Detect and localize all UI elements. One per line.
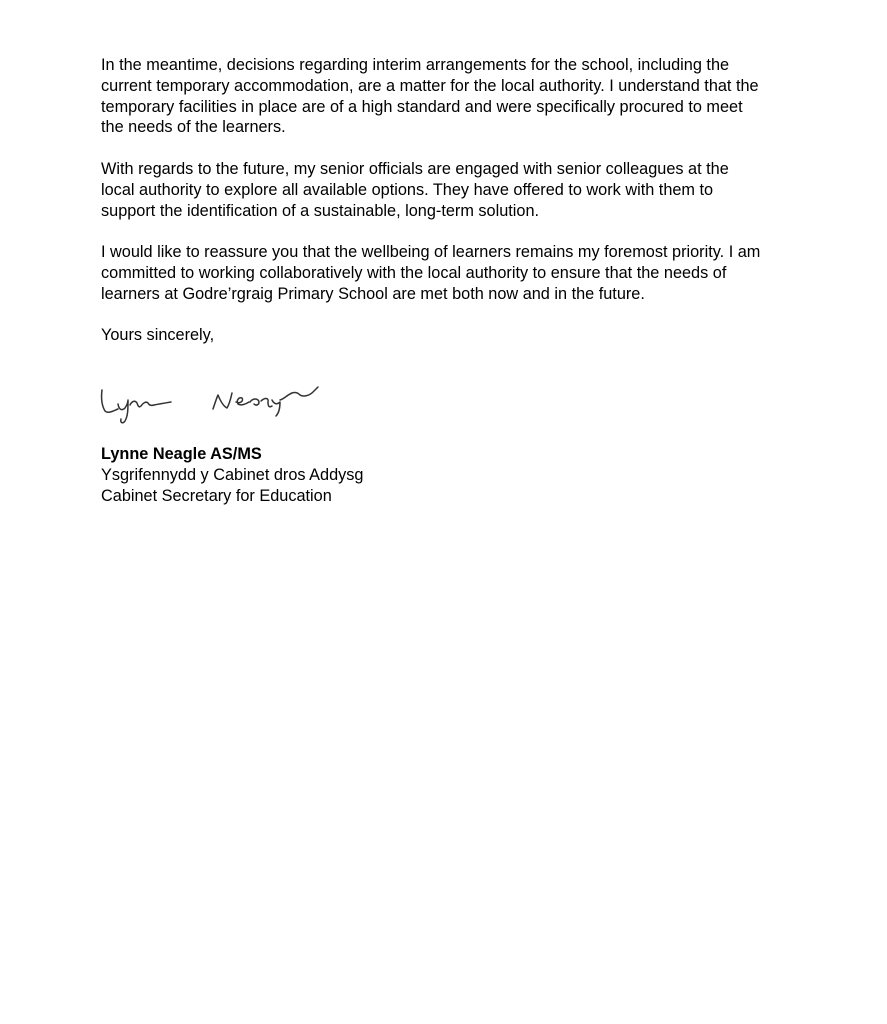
paragraph-interim-arrangements (101, 55, 841, 138)
paragraph-wellbeing (101, 242, 841, 304)
paragraph-line: committed to working collaboratively with the local authority to ensure that the needs of (101, 263, 727, 282)
paragraph-line: support the identification of a sustainable, long-term solution. (101, 201, 540, 220)
paragraph-line: temporary facilities in place are of a high standard and were specifically procured to meet (101, 97, 743, 116)
paragraph-line: local authority to explore all available options. They have offered to work with them to (101, 180, 714, 199)
paragraph-line: I would like to reassure you that the wellbeing of learners remains my foremost priority. I am (101, 243, 761, 262)
signatory-title-welsh: Ysgrifennydd y Cabinet dros Addysg (101, 465, 364, 484)
paragraph-line: learners at Godre’rgraig Primary School are met both now and in the future. (101, 284, 645, 303)
paragraph-line: In the meantime, decisions regarding interim arrangements for the school, including the (101, 56, 730, 74)
paragraph-line: the needs of the learners. (101, 118, 286, 137)
paragraph-line: With regards to the future, my senior officials are engaged with senior colleagues at the (101, 159, 729, 178)
letter-body (101, 55, 841, 346)
paragraph-line: current temporary accommodation, are a matter for the local authority. I understand that the (101, 76, 759, 95)
signatory-name: Lynne Neagle AS/MS (101, 445, 262, 463)
paragraph-future (101, 159, 841, 221)
signatory-block (101, 444, 363, 506)
handwritten-signature-icon (99, 378, 325, 426)
closing-salutation: Yours sincerely, (101, 326, 215, 345)
signatory-title-english: Cabinet Secretary for Education (101, 486, 332, 505)
